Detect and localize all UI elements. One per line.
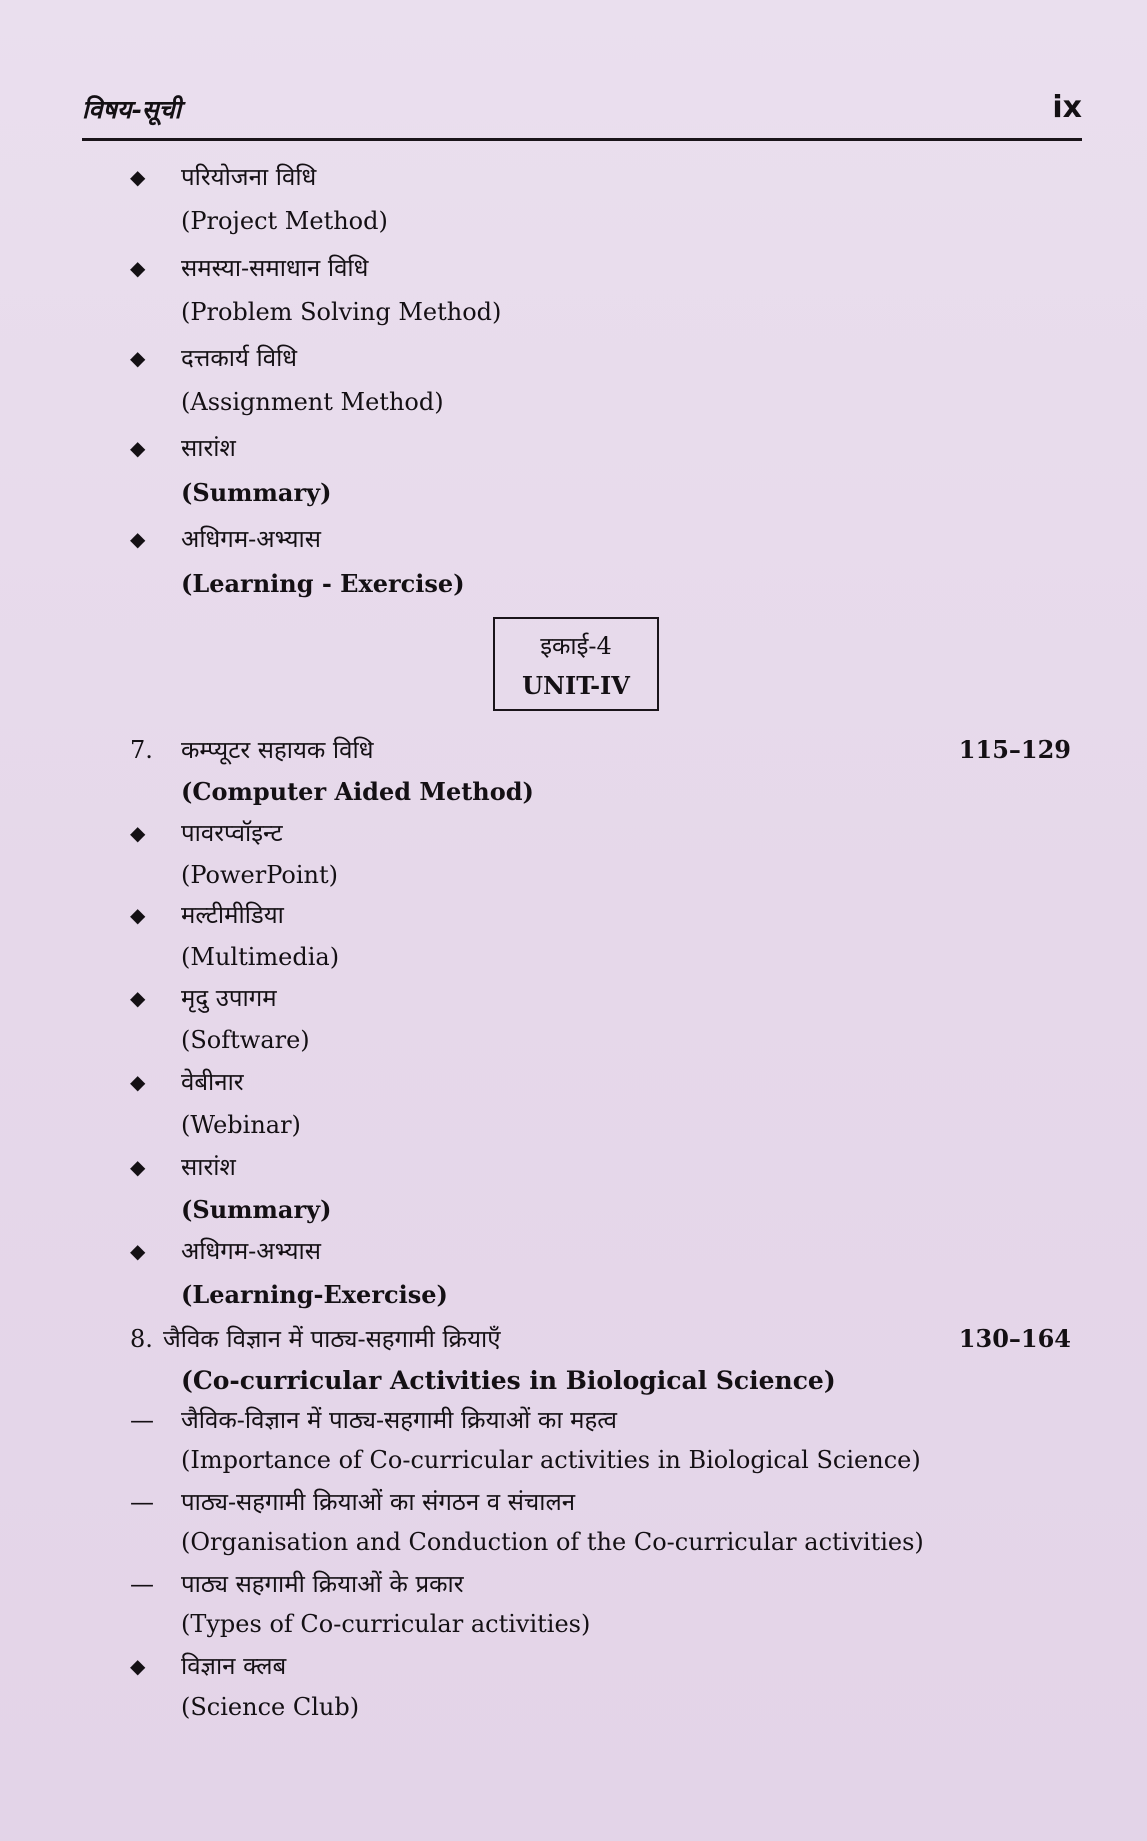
entry-hindi: दत्तकार्य विधि [181,344,298,372]
bullet-icon: ◆ [130,986,146,1010]
entry-hindi: पाठ्य सहगामी क्रियाओं के प्रकार [181,1570,464,1598]
entry-hindi: अधिगम-अभ्यास [181,525,321,553]
entry-english: (Webinar) [181,1111,301,1139]
page-number: ix [1052,90,1082,125]
bullet-icon: ◆ [130,903,146,927]
entry-hindi: मृदु उपागम [181,984,277,1012]
bullet-icon: ◆ [130,1155,146,1179]
entry-english: (Science Club) [181,1693,360,1721]
chapter-page-range: 130–164 [958,1324,1071,1353]
entry-english: (Assignment Method) [181,388,444,416]
chapter-title-hindi: कम्प्यूटर सहायक विधि [181,736,374,764]
entry-english: (Summary) [181,1195,332,1224]
entry-english: (Learning - Exercise) [181,569,465,598]
entry-hindi: जैविक-विज्ञान में पाठ्य-सहगामी क्रियाओं का महत्व [181,1406,617,1434]
chapter-page-range: 115–129 [958,735,1071,764]
entry-hindi: सारांश [181,1153,236,1181]
entry-english: (Multimedia) [181,943,340,971]
entry-english: (Types of Co-curricular activities) [181,1610,591,1638]
chapter-title-english: (Co-curricular Activities in Biological Science) [181,1366,836,1395]
bullet-icon: ◆ [130,821,146,845]
running-title: विषय-सूची [82,95,181,124]
entry-english: (PowerPoint) [181,861,338,889]
bullet-icon: ◆ [130,436,146,460]
entry-hindi: परियोजना विधि [181,163,317,191]
bullet-icon: ◆ [130,1654,146,1678]
chapter-number: 8. [130,1325,153,1353]
entry-hindi: मल्टीमीडिया [181,901,284,929]
chapter-title-english: (Computer Aided Method) [181,777,534,806]
entry-hindi: अधिगम-अभ्यास [181,1237,321,1265]
chapter-number: 7. [130,736,153,764]
entry-english: (Software) [181,1026,310,1054]
unit-heading-hindi: इकाई-4 [540,632,612,660]
entry-hindi: पाठ्य-सहगामी क्रियाओं का संगठन व संचालन [181,1488,576,1516]
bullet-icon: ◆ [130,1070,146,1094]
entry-english: (Problem Solving Method) [181,298,502,326]
bullet-icon: ◆ [130,165,146,189]
dash-marker: — [130,1488,154,1516]
bullet-icon: ◆ [130,256,146,280]
bullet-icon: ◆ [130,1239,146,1263]
entry-english: (Organisation and Conduction of the Co-curricular activities) [181,1528,924,1556]
entry-hindi: वेबीनार [181,1068,244,1096]
unit-heading-box [493,617,659,711]
entry-english: (Summary) [181,478,332,507]
entry-english: (Importance of Co-curricular activities in Biological Science) [181,1446,921,1474]
unit-heading-english: UNIT-IV [522,671,630,700]
chapter-title-hindi: जैविक विज्ञान में पाठ्य-सहगामी क्रियाएँ [163,1325,501,1353]
entry-english: (Project Method) [181,207,388,235]
bullet-icon: ◆ [130,346,146,370]
bullet-icon: ◆ [130,527,146,551]
dash-marker: — [130,1406,154,1434]
entry-english: (Learning-Exercise) [181,1280,448,1309]
entry-hindi: विज्ञान क्लब [181,1652,287,1680]
entry-hindi: पावरप्वॉइन्ट [181,819,283,847]
entry-hindi: सारांश [181,434,236,462]
entry-hindi: समस्या-समाधान विधि [181,254,369,282]
dash-marker: — [130,1570,154,1598]
